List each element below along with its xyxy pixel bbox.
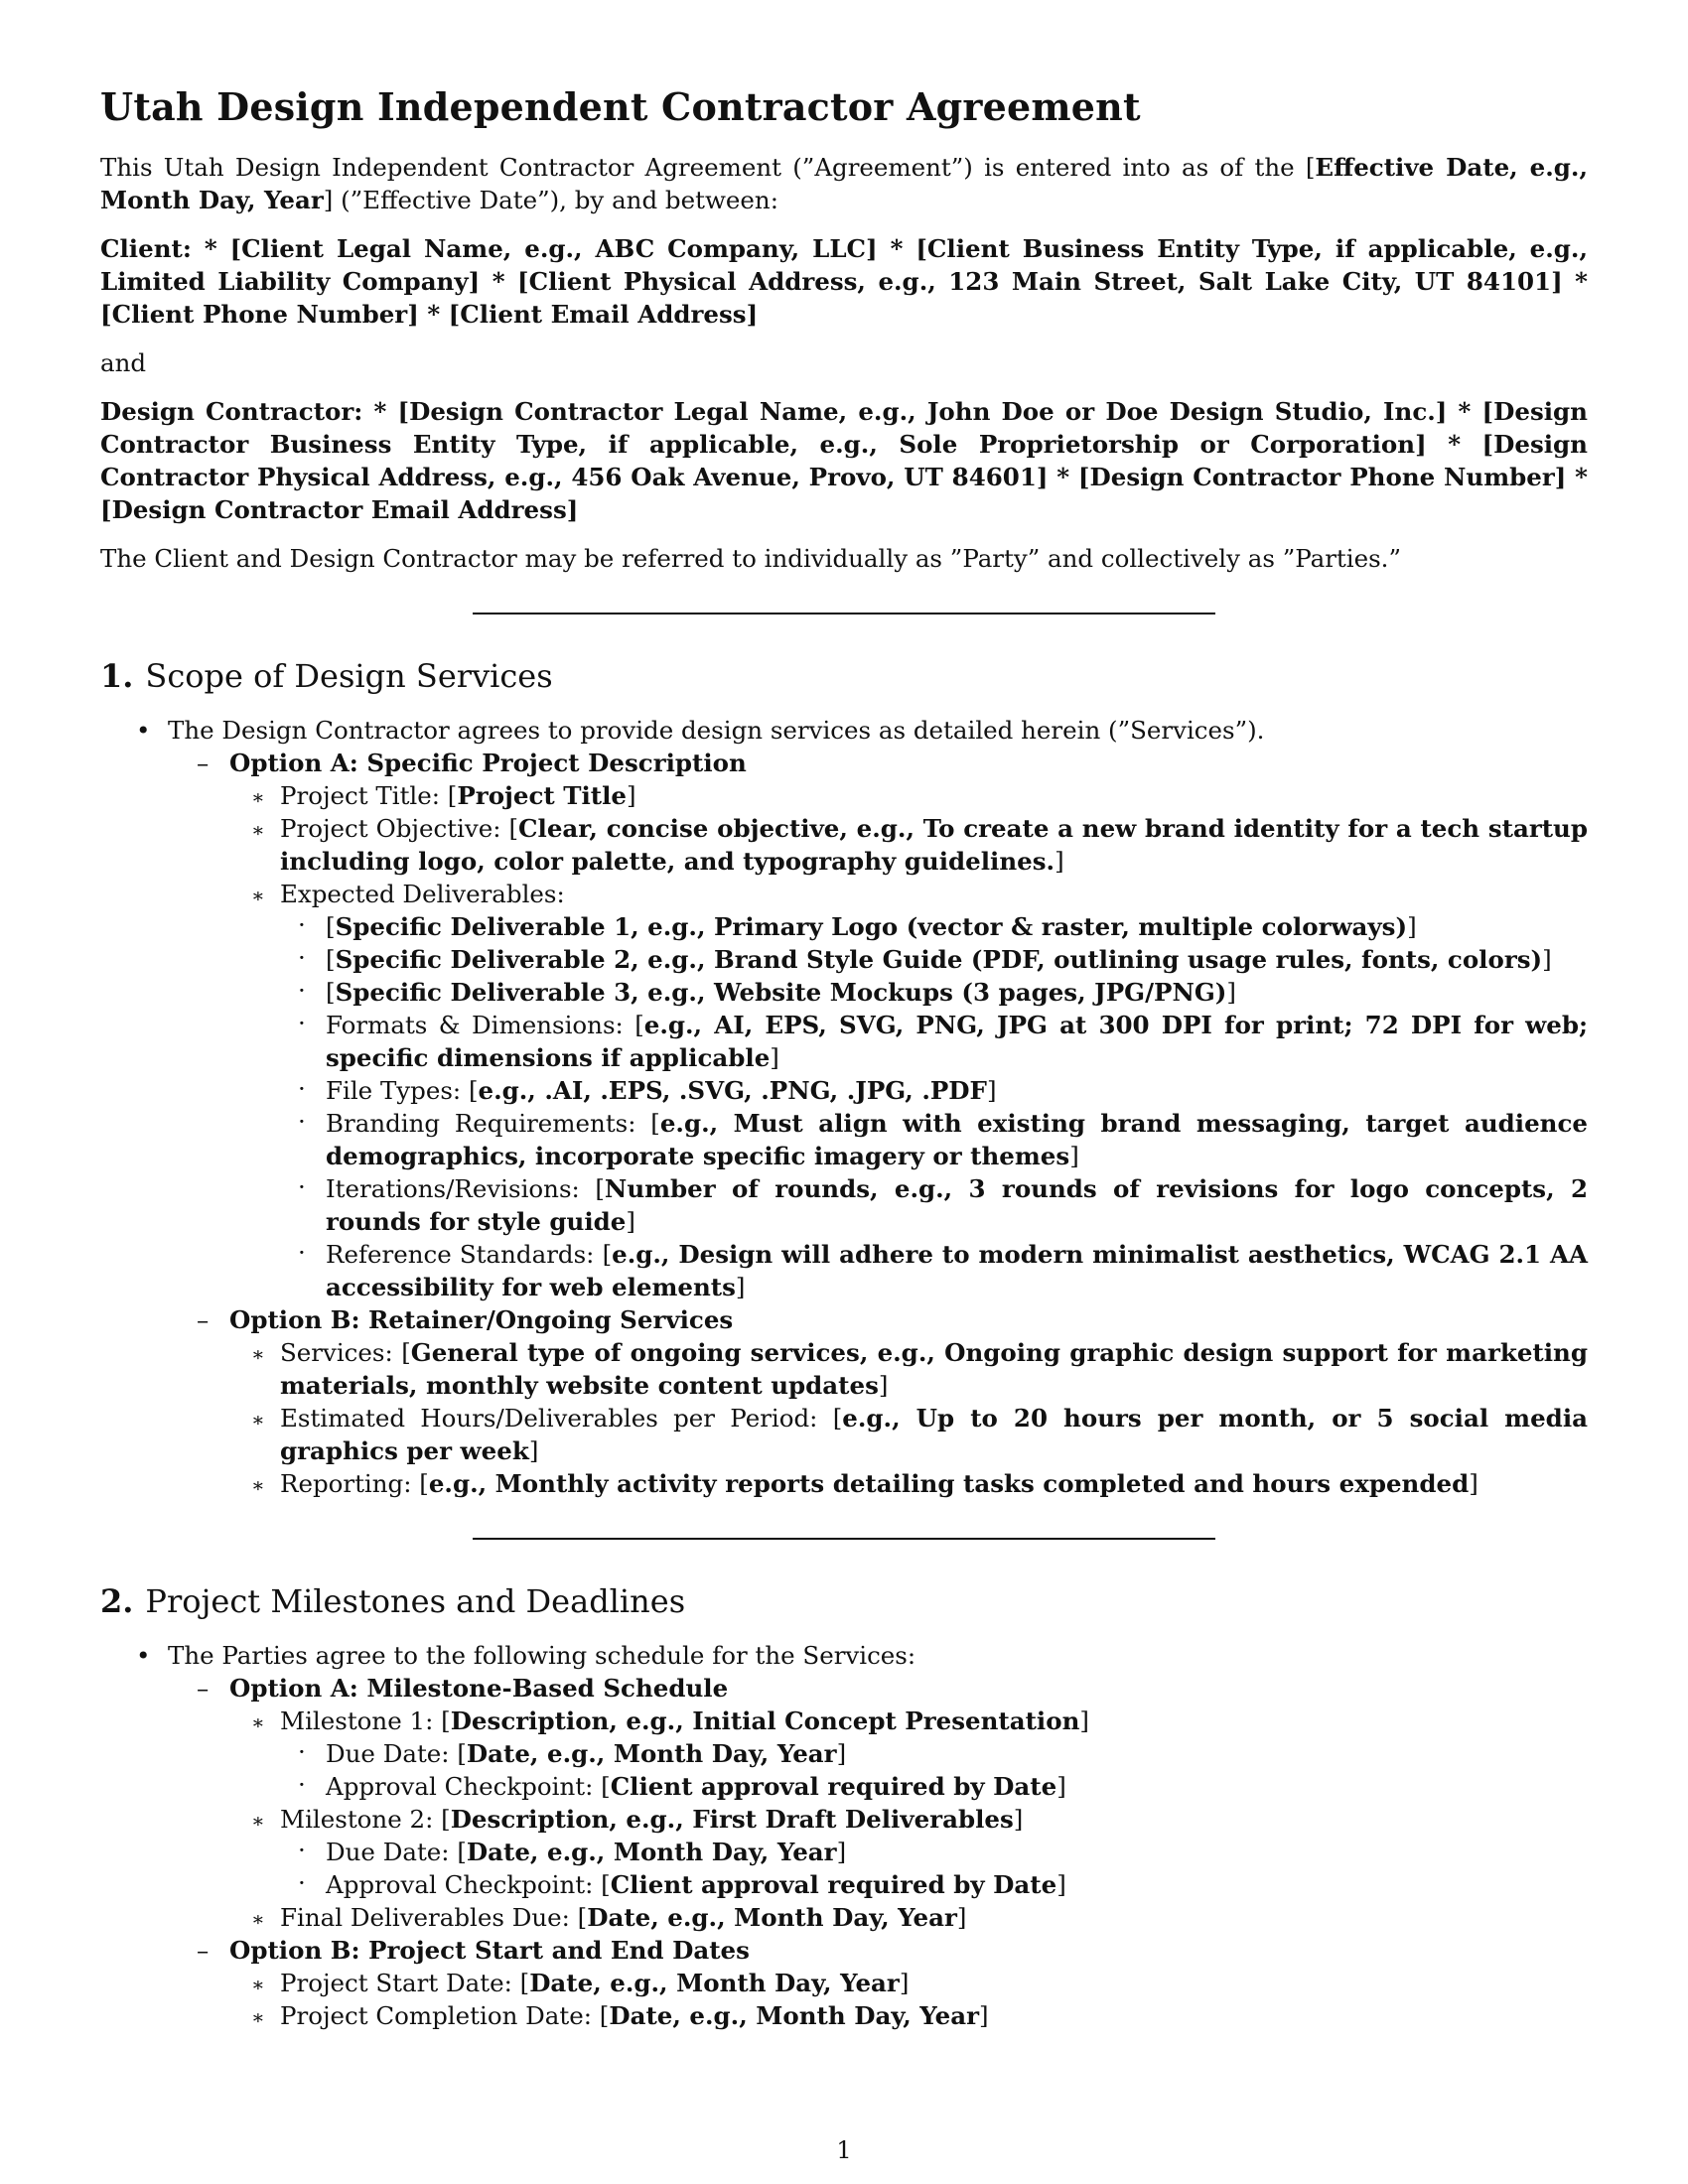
list-item: ∗ Project Objective: [Clear, concise objective, e.g., To create a new brand identity for a tech startup including logo, color palette, and typography guidelines.] (251, 814, 1588, 876)
list-item: ∗ Estimated Hours/Deliverables per Period: [e.g., Up to 20 hours per month, or 5 social media graphics per week] (251, 1404, 1588, 1465)
list-item: · Approval Checkpoint: [Client approval required by Date] (298, 1770, 1066, 1801)
list-item: · Approval Checkpoint: [Client approval required by Date] (298, 1868, 1066, 1899)
list-item: · [Specific Deliverable 1, e.g., Primary Logo (vector & raster, multiple colorways)] (298, 910, 1417, 941)
list-item: – Option B: Project Start and End Dates ∗ Project Start Date: [Date, e.g., Month Day, Year] ∗ Project Completion Date: [Date, e.g., Month Day, Year] (229, 1934, 1588, 2032)
list-item: ∗ Services: [General type of ongoing services, e.g., Ongoing graphic design support for marketing materials, monthly website content updates] (251, 1338, 1588, 1400)
list-item: · Reference Standards: [e.g., Design will adhere to modern minimalist aesthetics, WCAG 2.1 AA accessibility for web elements] (298, 1238, 1589, 1301)
and-text: and (100, 348, 147, 377)
list-item: ∗ Milestone 1: [Description, e.g., Initial Concept Presentation] · Due Date: [Date, e.g., Month Day, Year] · Approval Checkpoint: [Client approval required by Date] (280, 1705, 1588, 1803)
list-item: – Option A: Milestone-Based Schedule ∗ Milestone 1: [Description, e.g., Initial Concept Presentation] · Due Date: [Date, e.g., Month Day, Year] · Approval Checkpoint: [Client approval required by Date] ∗ Milestone 2: [Description, e.g., First Draft Deliverables] · Due Date: [Date, e.g., Month Day, Year] · Approval Checkpoint: [Client approval required by Date] ∗ Final Deliverables Due: [Date, e.g., Month Day, Year] (229, 1672, 1588, 1934)
list-item: · Branding Requirements: [e.g., Must align with existing brand messaging, target audience demographics, incorporate specific imagery or themes] (298, 1107, 1588, 1170)
section-heading: 2. Project Milestones and Deadlines (100, 1582, 686, 1620)
list-item: ∗ Project Completion Date: [Date, e.g., Month Day, Year] (251, 2001, 989, 2030)
document-page (100, 83, 1588, 2032)
document-title: Utah Design Independent Contractor Agreement (100, 84, 1141, 129)
section-heading: 1. Scope of Design Services (100, 657, 553, 695)
list-item: ∗ Expected Deliverables: · [Specific Deliverable 1, e.g., Primary Logo (vector & raster, multiple colorways)] · [Specific Deliverable 2, e.g., Brand Style Guide (PDF, outlining usage rules, fonts, colors)] · [Specific Deliverable 3, e.g., Website Mockups (3 pages, JPG/PNG)] · Formats & Dimensions: [e.g., AI, EPS, SVG, PNG, JPG at 300 DPI for print; 72 DPI for web; specific dimensions if applicable] · File Types: [e.g., .AI, .EPS, .SVG, .PNG, .JPG, .PDF] · Branding Requirements: [e.g., Must align with existing brand messaging, target audience demographics, incorporate specific imagery or themes] · Iterations/Revisions: [Number of rounds, e.g., 3 rounds of revisions for logo concepts, 2 rounds for style guide] · Reference Standards: [e.g., Design will adhere to modern minimalist aesthetics, WCAG 2.1 AA accessibility for web elements] (251, 880, 1589, 1301)
list-item: · [Specific Deliverable 2, e.g., Brand Style Guide (PDF, outlining usage rules, fonts, colors)] (298, 943, 1552, 974)
contractor-block: Design Contractor: * [Design Contractor Legal Name, e.g., John Doe or Doe Design Studio, Inc.] * [Design Contractor Business Entity Type, if applicable, e.g., Sole Proprietorship or Corporation] * [Design Contractor Physical Address, e.g., 456 Oak Avenue, Provo, UT 84601] * [Design Contractor Phone Number] * [Design Contractor Email Address] (100, 397, 1588, 524)
list-item: – Option A: Specific Project Description ∗ Project Title: [Project Title] ∗ Project Objective: [Clear, concise objective, e.g., To create a new brand identity for a tech startup including logo, color palette, and typography guidelines.] ∗ Expected Deliverables: · [Specific Deliverable 1, e.g., Primary Logo (vector & raster, multiple colorways)] · [Specific Deliverable 2, e.g., Brand Style Guide (PDF, outlining usage rules, fonts, colors)] · [Specific Deliverable 3, e.g., Website Mockups (3 pages, JPG/PNG)] · Formats & Dimensions: [e.g., AI, EPS, SVG, PNG, JPG at 300 DPI for print; 72 DPI for web; specific dimensions if applicable] · File Types: [e.g., .AI, .EPS, .SVG, .PNG, .JPG, .PDF] · Branding Requirements: [e.g., Must align with existing brand messaging, target audience demographics, incorporate specific imagery or themes] · Iterations/Revisions: [Number of rounds, e.g., 3 rounds of revisions for logo concepts, 2 rounds for style guide] · Reference Standards: [e.g., Design will adhere to modern minimalist aesthetics, WCAG 2.1 AA accessibility for web elements] (197, 749, 1589, 1301)
list-item: ∗ Milestone 2: [Description, e.g., First Draft Deliverables] · Due Date: [Date, e.g., Month Day, Year] · Approval Checkpoint: [Client approval required by Date] (280, 1803, 1588, 1901)
list-item: · Due Date: [Date, e.g., Month Day, Year] (298, 1836, 847, 1866)
client-block: Client: * [Client Legal Name, e.g., ABC Company, LLC] * [Client Business Entity Type, if applicable, e.g., Limited Liability Company] * [Client Physical Address, e.g., 123 Main Street, Salt Lake City, UT 84101] * [Client Phone Number] * [Client Email Address] (100, 234, 1588, 329)
list-item: ∗ Project Start Date: [Date, e.g., Month Day, Year] (251, 1969, 910, 1997)
list-item: · File Types: [e.g., .AI, .EPS, .SVG, .PNG, .JPG, .PDF] (298, 1074, 997, 1105)
list-item: ∗ Project Title: [Project Title] (251, 781, 636, 810)
list-item: · Formats & Dimensions: [e.g., AI, EPS, SVG, PNG, JPG at 300 DPI for print; 72 DPI for web; specific dimensions if applicable] (298, 1009, 1588, 1072)
list-item: · [Specific Deliverable 3, e.g., Website Mockups (3 pages, JPG/PNG)] (298, 976, 1236, 1007)
list-item: · Iterations/Revisions: [Number of rounds, e.g., 3 rounds of revisions for logo concepts, 2 rounds for style guide] (298, 1172, 1588, 1236)
list-item: • The Design Contractor agrees to provide design services as detailed herein (”Services”). – Option A: Specific Project Description ∗ Project Title: [Project Title] ∗ Project Objective: [Clear, concise objective, e.g., To create a new brand identity for a tech startup including logo, color palette, and typography guidelines.] ∗ Expected Deliverables: · [Specific Deliverable 1, e.g., Primary Logo (vector & raster, multiple colorways)] · [Specific Deliverable 2, e.g., Brand Style Guide (PDF, outlining usage rules, fonts, colors)] · [Specific Deliverable 3, e.g., Website Mockups (3 pages, JPG/PNG)] · Formats & Dimensions: [e.g., AI, EPS, SVG, PNG, JPG at 300 DPI for print; 72 DPI for web; specific dimensions if applicable] · File Types: [e.g., .AI, .EPS, .SVG, .PNG, .JPG, .PDF] · Branding Requirements: [e.g., Must align with existing brand messaging, target audience demographics, incorporate specific imagery or themes] · Iterations/Revisions: [Number of rounds, e.g., 3 rounds of revisions for logo concepts, 2 rounds for style guide] · Reference Standards: [e.g., Design will adhere to modern minimalist aesthetics, WCAG 2.1 AA accessibility for web elements] – Option B: Retainer/Ongoing Services ∗ Services: [General type of ongoing services, e.g., Ongoing graphic design support for marketing materials, monthly website content updates] ∗ Estimated Hours/Deliverables per Period: [e.g., Up to 20 hours per month, or 5 social media graphics per week] ∗ Reporting: [e.g., Monthly activity reports detailing tasks completed and hours expended] (136, 716, 1589, 1498)
list-item: · Due Date: [Date, e.g., Month Day, Year] (298, 1737, 847, 1768)
parties-note: The Client and Design Contractor may be referred to individually as ”Party” and collectively as ”Parties.” (100, 544, 1401, 573)
list-item: ∗ Reporting: [e.g., Monthly activity reports detailing tasks completed and hours expended] (251, 1469, 1478, 1498)
section2-list (100, 1639, 1588, 2032)
page-number: 1 (836, 2136, 852, 2164)
intro-paragraph: This Utah Design Independent Contractor Agreement (”Agreement”) is entered into as of the [Effective Date, e.g., Month Day, Year] (”Effective Date”), by and between: (100, 153, 1588, 214)
section1-list (100, 714, 1588, 1500)
list-item: – Option B: Retainer/Ongoing Services ∗ Services: [General type of ongoing services, e.g., Ongoing graphic design support for marketing materials, monthly website content updates] ∗ Estimated Hours/Deliverables per Period: [e.g., Up to 20 hours per month, or 5 social media graphics per week] ∗ Reporting: [e.g., Monthly activity reports detailing tasks completed and hours expended] (197, 1305, 1588, 1498)
list-item: ∗ Final Deliverables Due: [Date, e.g., Month Day, Year] (251, 1903, 967, 1932)
list-item: • The Parties agree to the following schedule for the Services: – Option A: Milestone-Based Schedule ∗ Milestone 1: [Description, e.g., Initial Concept Presentation] · Due Date: [Date, e.g., Month Day, Year] · Approval Checkpoint: [Client approval required by Date] ∗ Milestone 2: [Description, e.g., First Draft Deliverables] · Due Date: [Date, e.g., Month Day, Year] · Approval Checkpoint: [Client approval required by Date] ∗ Final Deliverables Due: [Date, e.g., Month Day, Year] – Option B: Project Start and End Dates ∗ Project Start Date: [Date, e.g., Month Day, Year] ∗ Project Completion Date: [Date, e.g., Month Day, Year] (168, 1639, 1588, 2032)
